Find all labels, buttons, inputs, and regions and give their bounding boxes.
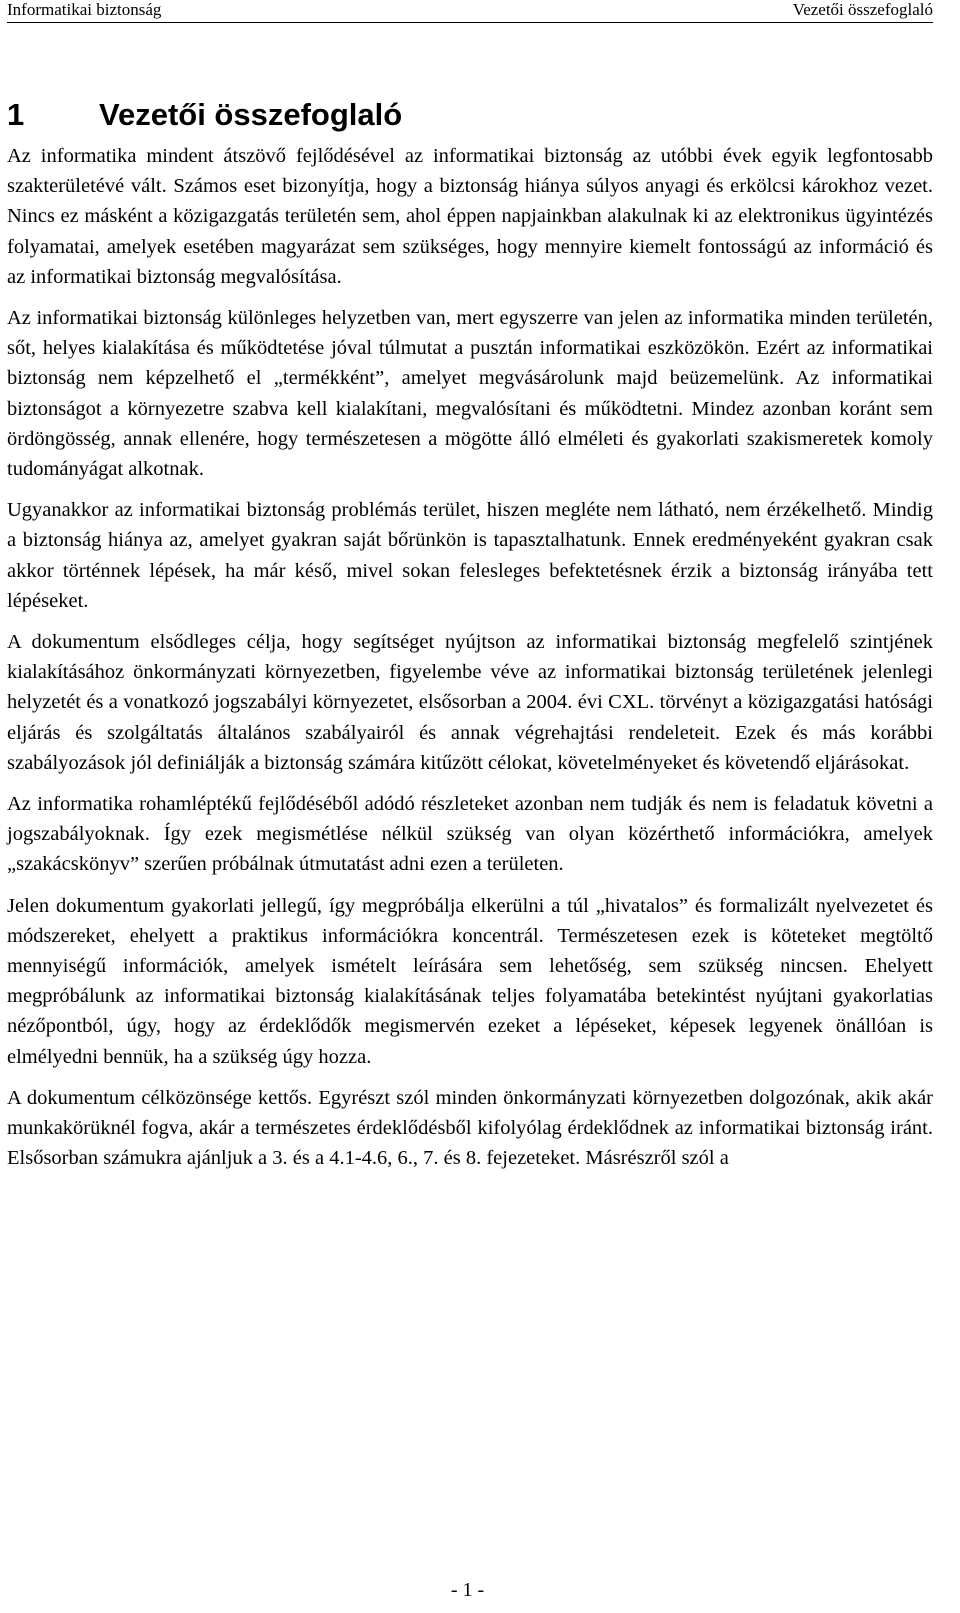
page-number: - 1 - (450, 1579, 485, 1601)
paragraph-4: A dokumentum elsődleges célja, hogy segítséget nyújtson az informatikai biztonság megfelelő szintjének kialakításához önkormányzati környezetben, figyelembe véve az informatikai biztonság területének jelenlegi helyzetét és a vonatkozó jogszabályi környezetet, elsősorban a 2004. évi CXL. törvényt a közigazgatási hatósági eljárás és szolgáltatás általános szabályairól és annak végrehajtási rendeleteit. Ezek és más korábbi szabályozások jól definiálják a biztonság számára kitűzött célokat, követelményeket és követendő eljárásokat. (7, 631, 933, 774)
header-document-title: Informatikai biztonság (7, 0, 162, 19)
paragraph-7: A dokumentum célközönsége kettős. Egyrészt szól minden önkormányzati környezetben dolgozónak, akik akár munkakörüknél fogva, akár a természetes érdeklődésből kifolyólag érdeklődnek az informatikai biztonság iránt. Elsősorban számukra ajánljuk a 3. és a 4.1-4.6, 6., 7. és 8. fejezeteket. Másrészről szól a (7, 1086, 933, 1170)
paragraph-2: Az informatikai biztonság különleges helyzetben van, mert egyszerre van jelen az informatika minden területén, sőt, helyes kialakítása és működtetése jóval túlmutat a pusztán informatikai eszközökön. Ezért az informatikai biztonság nem képzelhető el „termékként”, amelyet megvásárolunk majd beüzemelünk. Az informatikai biztonságot a környezetre szabva kell kialakítani, megvalósítani és működtetni. Mindez azonban koránt sem ördöngösség, annak ellenére, hogy természetesen a mögötte álló elméleti és gyakorlati szakismeretek komoly tudományágat alkotnak. (7, 307, 933, 481)
paragraph-3: Ugyanakkor az informatikai biztonság problémás terület, hiszen megléte nem látható, nem érzékelhető. Mindig a biztonság hiánya az, amelyet gyakran saját bőrünkön is tapasztalhatunk. Ennek eredményeként gyakran csak akkor történnek lépések, ha már késő, mivel sokan felesleges befektetésnek érzik a biztonság irányába tett lépéseket. (7, 499, 933, 612)
section-heading (7, 96, 402, 134)
body-text (7, 141, 933, 1185)
running-header (7, 0, 933, 23)
header-section-title: Vezetői összefoglaló (792, 0, 933, 19)
paragraph-5: Az informatika rohamléptékű fejlődéséből adódó részleteket azonban nem tudják és nem is feladatuk követni a jogszabályoknak. Így ezek megismétlése nélkül szükség van olyan közérthető információkra, amelyek „szakácskönyv” szerűen próbálnak útmutatást adni ezen a területen. (7, 793, 933, 876)
paragraph-6: Jelen dokumentum gyakorlati jellegű, így megpróbálja elkerülni a túl „hivatalos” és formalizált nyelvezetet és módszereket, ehelyett a praktikus információkra koncentrál. Természetesen ezek is köteteket megtöltő mennyiségű információk, amelyek ismételt leírására sem lehetőség, sem szükség nincsen. Ehelyett megpróbálunk az informatikai biztonság kialakításának teljes folyamatába betekintést nyújtani gyakorlatias nézőpontból, úgy, hogy az érdeklődők megismervén ezeket a lépéseket, képesek legyenek önállóan is elmélyedni bennük, ha a szükség úgy hozza. (7, 894, 933, 1068)
paragraph-1: Az informatika mindent átszövő fejlődésével az informatikai biztonság az utóbbi évek egyik legfontosabb szakterületévé vált. Számos eset bizonyítja, hogy a biztonság hiánya súlyos anyagi és erkölcsi károkhoz vezet. Nincs ez másként a közigazgatás területén sem, ahol éppen napjainkban alakulnak ki az elektronikus ügyintézés folyamatai, amelyek esetében magyarázat sem szükséges, hogy mennyire kiemelt fontosságú az információ és az informatikai biztonság megvalósítása. (7, 145, 933, 288)
section-number: 1 (7, 97, 25, 132)
section-title: Vezetői összefoglaló (99, 97, 403, 132)
